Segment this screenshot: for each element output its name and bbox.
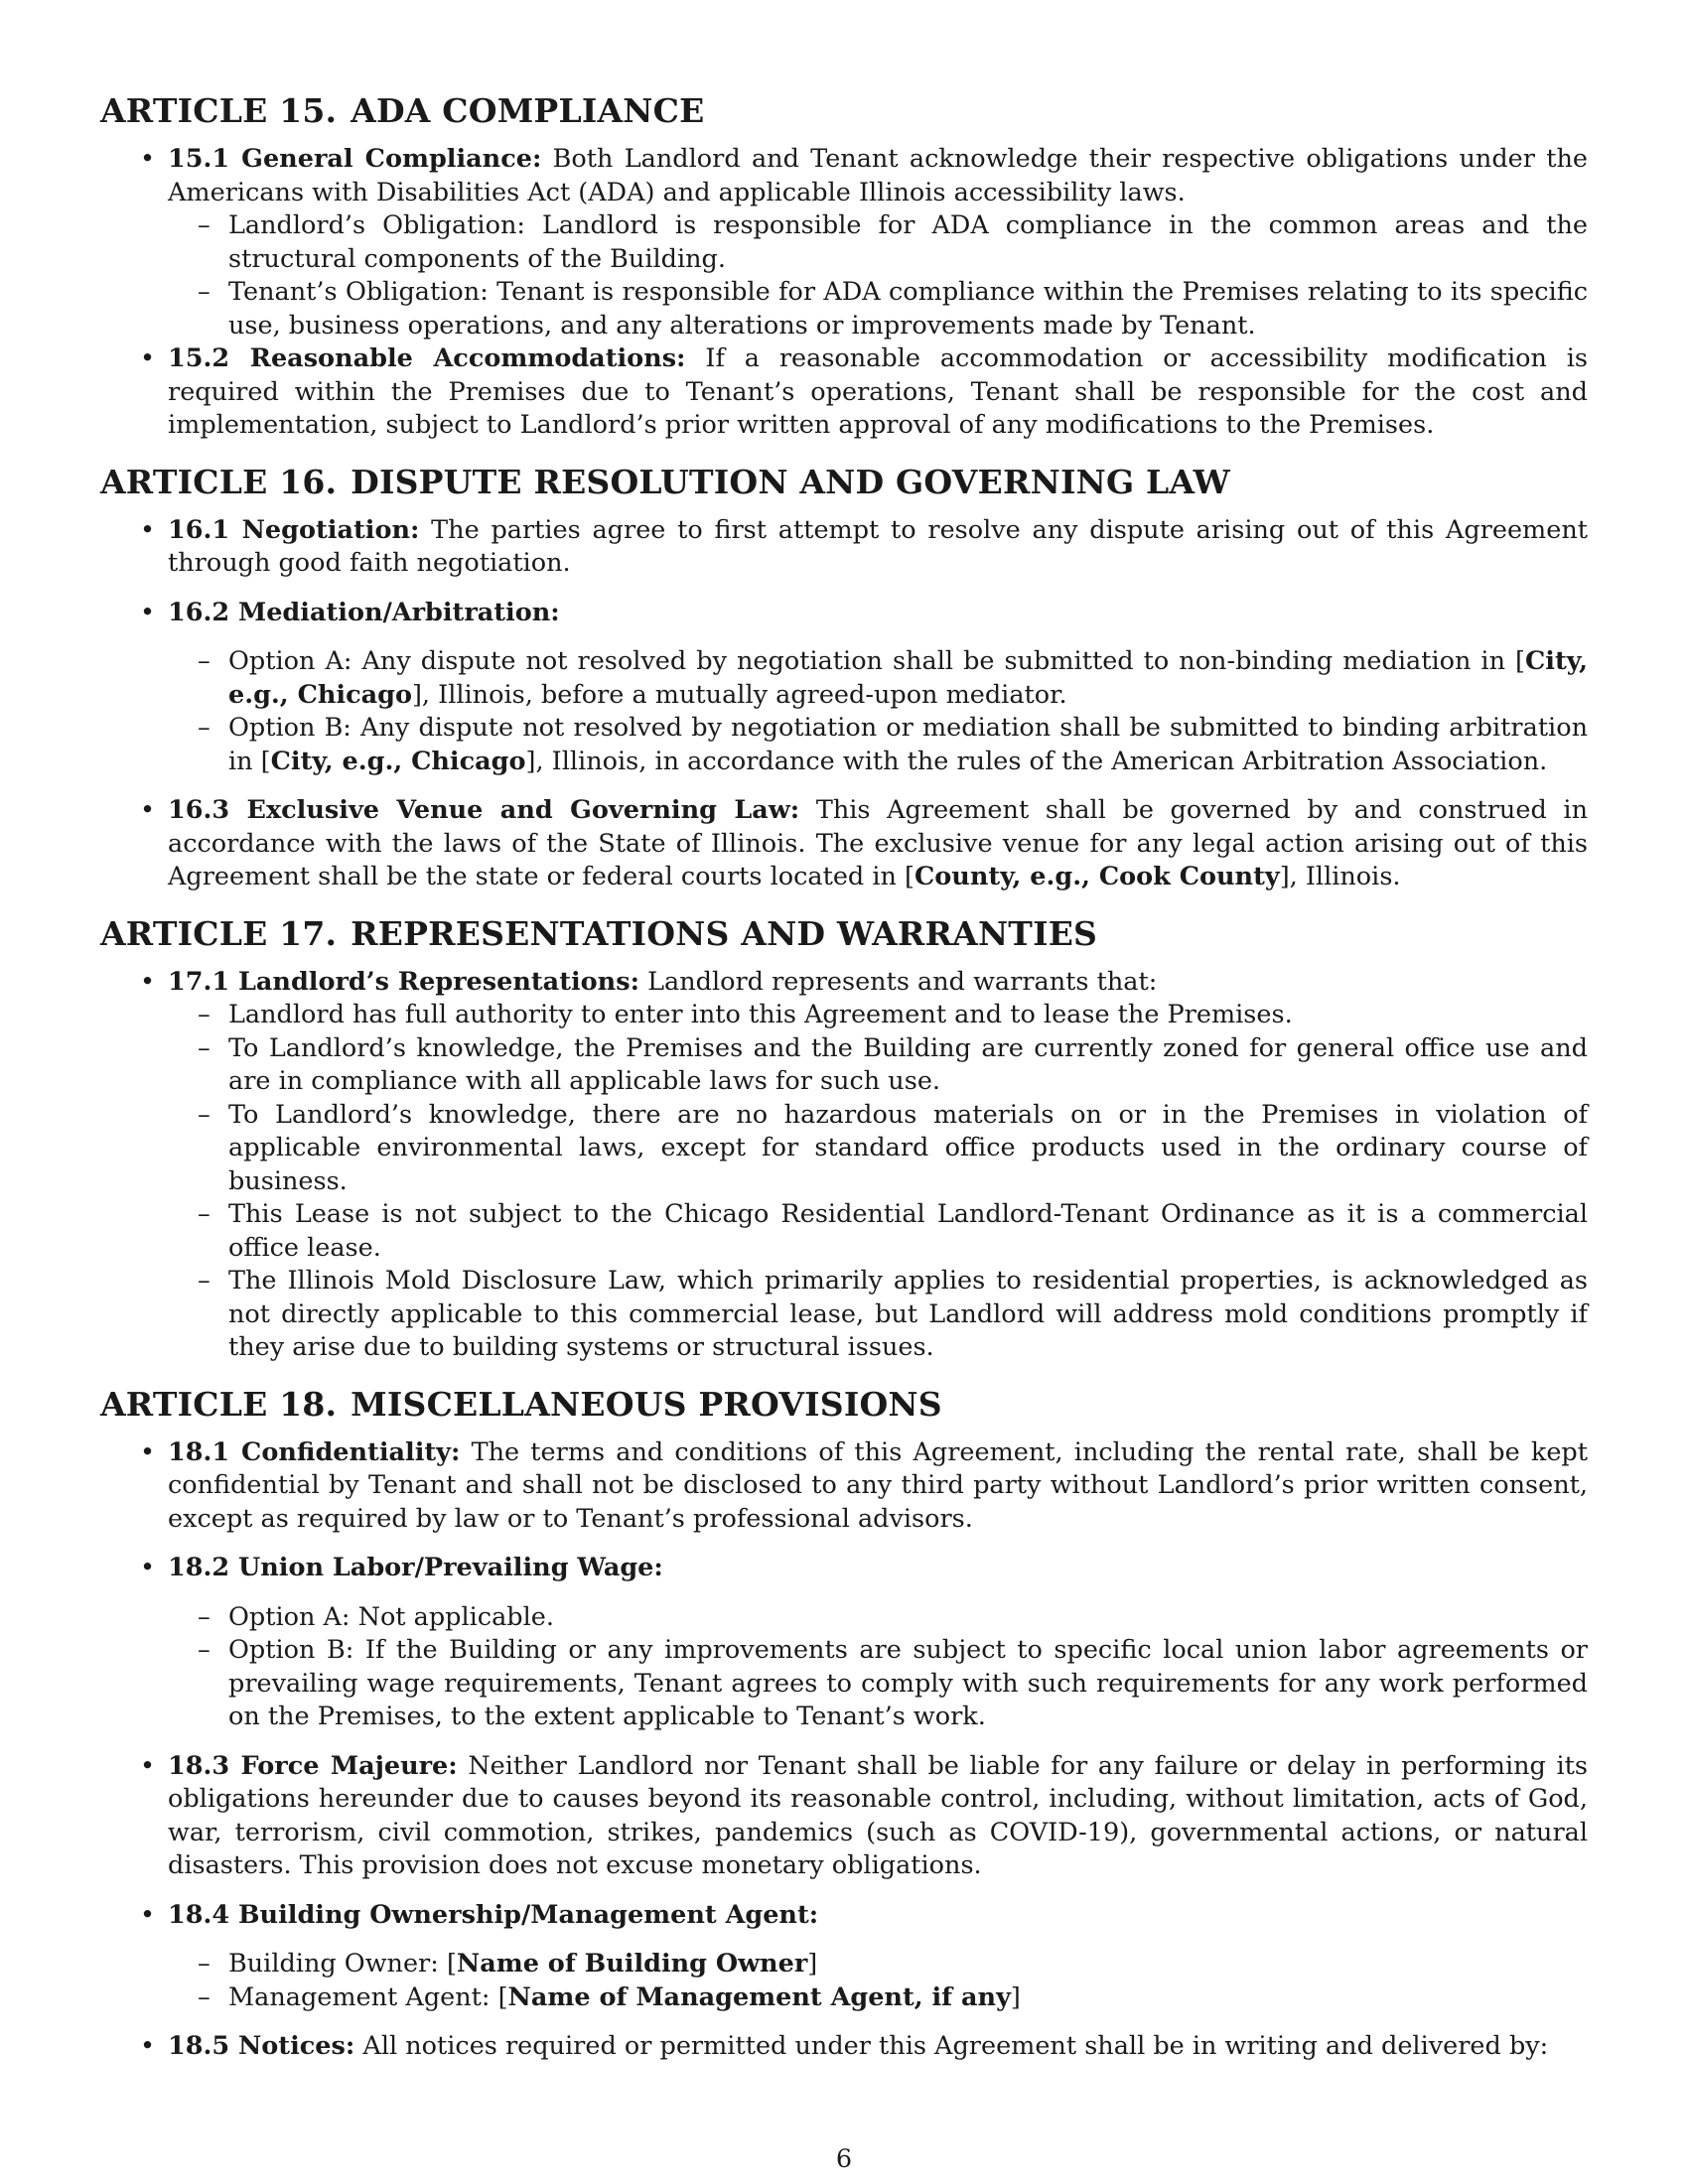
sub-item: – Landlord has full authority to enter into this Agreement and to lease the Premises.: [168, 999, 1588, 1032]
sub-item: – Option A: Any dispute not resolved by negotiation shall be submitted to non-binding mediation in [City, e.g., Chicago], Illinois, before a mutually agreed-upon mediator.: [168, 645, 1588, 712]
sub-item: – Option B: If the Building or any improvements are subject to specific local union labor agreements or prevailing wage requirements, Tenant agrees to comply with such requirements for any work performed on the Premises, to the extent applicable to Tenant’s work.: [168, 1634, 1588, 1734]
clause-18-1: • 18.1 Confidentiality: The terms and conditions of this Agreement, including the rental rate, shall be kept confidential by Tenant and shall not be disclosed to any third party without Landlord’s prior written consent, except as required by law or to Tenant’s professional advisors.: [100, 1436, 1588, 1537]
sub-list: [168, 999, 1588, 1365]
page-number: 6: [835, 2144, 853, 2174]
article-17: [100, 914, 1588, 1365]
clause-17-1: • 17.1 Landlord’s Representations: Landlord represents and warrants that: – Landlord has full authority to enter into this Agreement and to lease the Premises. – To Landlord’s knowledge, the Premises and the Building are currently zoned for general office use and are in compliance with all applicable laws for such use. – To Landlord’s knowledge, there are no hazardous materials on or in the Premises in violation of applicable environmental laws, except for standard office products used in the ordinary course of business. – This Lease is not subject to the Chicago Residential Landlord-Tenant Ordinance as it is a commercial office lease. – The Illinois Mold Disclosure Law, which primarily applies to residential properties, is acknowledged as not directly applicable to this commercial lease, but Landlord will address mold conditions promptly if they arise due to building systems or structural issues.: [100, 966, 1588, 1365]
clause-list: [100, 966, 1588, 1365]
clause-15-2: • 15.2 Reasonable Accommodations: If a reasonable accommodation or accessibility modification is required within the Premises due to Tenant’s operations, Tenant shall be responsible for the cost and implementation, subject to Landlord’s prior written approval of any modifications to the Premises.: [100, 342, 1588, 443]
sub-list: [168, 1601, 1588, 1734]
sub-item: – Tenant’s Obligation: Tenant is responsible for ADA compliance within the Premises relating to its specific use, business operations, and any alterations or improvements made by Tenant.: [168, 276, 1588, 342]
clause-18-3: • 18.3 Force Majeure: Neither Landlord nor Tenant shall be liable for any failure or delay in performing its obligations hereunder due to causes beyond its reasonable control, including, without limitation, acts of God, war, terrorism, civil commotion, strikes, pandemics (such as COVID-19), governmental actions, or natural disasters. This provision does not excuse monetary obligations.: [100, 1750, 1588, 1883]
document-page: [100, 91, 1588, 2084]
sub-list: [168, 645, 1588, 778]
article-heading: ARTICLE 18. MISCELLANEOUS PROVISIONS: [100, 1384, 942, 1424]
clause-16-3: • 16.3 Exclusive Venue and Governing Law: This Agreement shall be governed by and construed in accordance with the laws of the State of Illinois. The exclusive venue for any legal action arising out of this Agreement shall be the state or federal courts located in [County, e.g., Cook County], Illinois.: [100, 794, 1588, 894]
sub-item: – Management Agent: [Name of Management Agent, if any]: [168, 1981, 1588, 2015]
sub-item: – To Landlord’s knowledge, there are no hazardous materials on or in the Premises in violation of applicable environmental laws, except for standard office products used in the ordinary course of business.: [168, 1099, 1588, 1199]
clause-list: [100, 143, 1588, 443]
article-18: [100, 1385, 1588, 2064]
sub-item: – To Landlord’s knowledge, the Premises and the Building are currently zoned for general office use and are in compliance with all applicable laws for such use.: [168, 1032, 1588, 1099]
article-16: [100, 463, 1588, 894]
sub-list: [168, 1948, 1588, 2014]
sub-list: [168, 209, 1588, 342]
clause-16-1: • 16.1 Negotiation: The parties agree to first attempt to resolve any dispute arising out of this Agreement through good faith negotiation.: [100, 514, 1588, 581]
clause-18-4: • 18.4 Building Ownership/Management Agent: – Building Owner: [Name of Building Owner] – Management Agent: [Name of Management Agent, if any]: [100, 1899, 1588, 2015]
sub-item: – Option A: Not applicable.: [168, 1601, 1588, 1635]
clause-15-1: • 15.1 General Compliance: Both Landlord and Tenant acknowledge their respective obligations under the Americans with Disabilities Act (ADA) and applicable Illinois accessibility laws. – Landlord’s Obligation: Landlord is responsible for ADA compliance in the common areas and the structural components of the Building. – Tenant’s Obligation: Tenant is responsible for ADA compliance within the Premises relating to its specific use, business operations, and any alterations or improvements made by Tenant.: [100, 143, 1588, 342]
article-heading: ARTICLE 17. REPRESENTATIONS AND WARRANTIES: [100, 913, 1098, 953]
article-heading: ARTICLE 15. ADA COMPLIANCE: [100, 91, 705, 130]
clause-18-2: • 18.2 Union Labor/Prevailing Wage: – Option A: Not applicable. – Option B: If the Building or any improvements are subject to specific local union labor agreements or prevailing wage requirements, Tenant agrees to comply with such requirements for any work performed on the Premises, to the extent applicable to Tenant’s work.: [100, 1552, 1588, 1734]
sub-item: – The Illinois Mold Disclosure Law, which primarily applies to residential properties, is acknowledged as not directly applicable to this commercial lease, but Landlord will address mold conditions promptly if they arise due to building systems or structural issues.: [168, 1265, 1588, 1365]
clause-list: [100, 514, 1588, 894]
clause-18-5: • 18.5 Notices: All notices required or permitted under this Agreement shall be in writing and delivered by:: [100, 2030, 1588, 2064]
sub-item: – Option B: Any dispute not resolved by negotiation or mediation shall be submitted to binding arbitration in [City, e.g., Chicago], Illinois, in accordance with the rules of the American Arbitration Association.: [168, 712, 1588, 778]
clause-16-2: • 16.2 Mediation/Arbitration: – Option A: Any dispute not resolved by negotiation shall be submitted to non-binding mediation in [City, e.g., Chicago], Illinois, before a mutually agreed-upon mediator. – Option B: Any dispute not resolved by negotiation or mediation shall be submitted to binding arbitration in [City, e.g., Chicago], Illinois, in accordance with the rules of the American Arbitration Association.: [100, 597, 1588, 779]
sub-item: – This Lease is not subject to the Chicago Residential Landlord-Tenant Ordinance as it is a commercial office lease.: [168, 1198, 1588, 1265]
clause-list: [100, 1436, 1588, 2064]
sub-item: – Building Owner: [Name of Building Owner]: [168, 1948, 1588, 1981]
article-heading: ARTICLE 16. DISPUTE RESOLUTION AND GOVERNING LAW: [100, 462, 1230, 501]
article-15: [100, 91, 1588, 443]
sub-item: – Landlord’s Obligation: Landlord is responsible for ADA compliance in the common areas and the structural components of the Building.: [168, 209, 1588, 276]
